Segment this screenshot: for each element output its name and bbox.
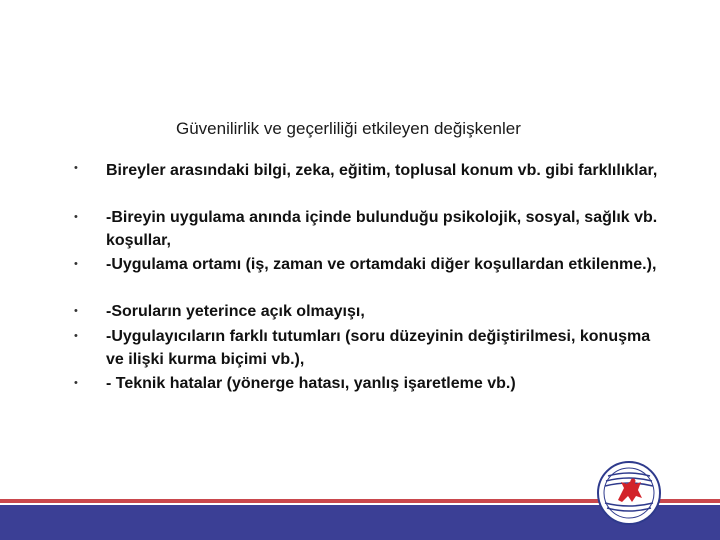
bullet-item: - Teknik hatalar (yönerge hatası, yanlış işaretleme vb.) [106,375,516,392]
bullet-marker: • [74,211,78,223]
slide-title: Güvenilirlik ve geçerliliği etkileyen değişkenler [176,119,521,138]
bullet-item: -Bireyin uygulama anında içinde bulunduğu psikolojik, sosyal, sağlık vb. koşullar, [106,209,658,249]
bullet-marker: • [74,258,78,270]
bullet-marker: • [74,162,78,174]
bullet-item: -Uygulayıcıların farklı tutumları (soru düzeyinin değiştirilmesi, konuşma ve ilişki kurma biçimi vb.), [106,328,651,368]
bullet-marker: • [74,330,78,342]
bullet-item: Bireyler arasındaki bilgi, zeka, eğitim, toplusal konum vb. gibi farklılıklar, [106,162,658,179]
university-seal-icon [596,460,662,526]
bullet-item: -Uygulama ortamı (iş, zaman ve ortamdaki diğer koşullardan etkilenme.), [106,256,657,273]
bullet-marker: • [74,305,78,317]
bullet-marker: • [74,377,78,389]
bullet-item: -Soruların yeterince açık olmayışı, [106,303,365,320]
